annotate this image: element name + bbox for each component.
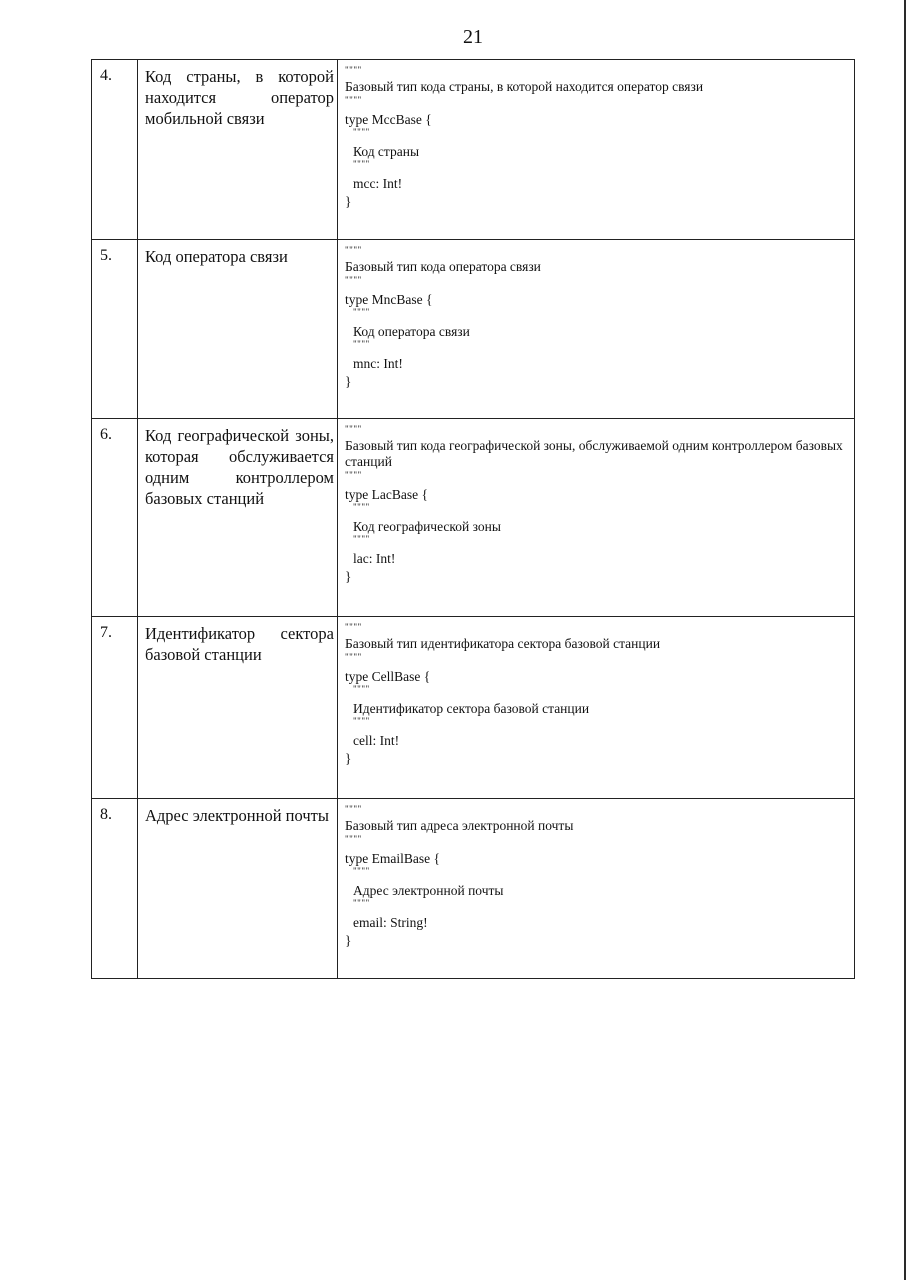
docstring-quote: """"	[345, 275, 362, 285]
field-definition: email: String!	[353, 915, 428, 930]
row-name-cell	[138, 60, 338, 240]
row-number: 5.	[92, 240, 138, 419]
docstring-quote: """"	[345, 470, 362, 480]
type-description: Базовый тип адреса электронной почты	[345, 818, 574, 833]
type-description: Базовый тип кода оператора связи	[345, 259, 541, 274]
docstring-quote: """"	[353, 898, 370, 908]
docstring-quote: """"	[353, 716, 370, 726]
closing-brace: }	[345, 569, 352, 584]
page-number: 21	[463, 26, 483, 48]
field-description: Адрес электронной почты	[353, 883, 504, 898]
table-row	[92, 240, 855, 419]
table-row	[92, 60, 855, 240]
type-declaration: type LacBase {	[345, 487, 428, 502]
docstring-quote: """"	[345, 424, 362, 434]
field-definition: mcc: Int!	[353, 176, 403, 191]
docstring-quote: """"	[345, 834, 362, 844]
row-name-cell	[138, 419, 338, 617]
row-number: 7.	[92, 617, 138, 799]
type-declaration: type MncBase {	[345, 292, 433, 307]
docstring-quote: """"	[353, 127, 370, 137]
docstring-quote: """"	[353, 339, 370, 349]
type-declaration: type CellBase {	[345, 669, 431, 684]
row-number: 4.	[92, 60, 138, 240]
field-definition: mnc: Int!	[353, 356, 403, 371]
docstring-quote: """"	[353, 502, 370, 512]
row-number: 6.	[92, 419, 138, 617]
docstring-quote: """"	[353, 534, 370, 544]
table-row	[92, 617, 855, 799]
code-block	[338, 60, 855, 240]
type-declaration: type MccBase {	[345, 112, 432, 127]
code-block	[338, 240, 855, 419]
table-row	[92, 419, 855, 617]
type-declaration: type EmailBase {	[345, 851, 440, 866]
docstring-quote: """"	[345, 65, 362, 75]
row-name: Код оператора связи	[145, 247, 288, 266]
table-row	[92, 799, 855, 979]
row-name-cell	[138, 617, 338, 799]
docstring-quote: """"	[345, 622, 362, 632]
docstring-quote: """"	[345, 652, 362, 662]
type-description: Базовый тип идентификатора сектора базовой станции	[345, 636, 661, 651]
row-name: Адрес электронной почты	[145, 806, 329, 825]
field-definition: lac: Int!	[353, 551, 396, 566]
type-description: Базовый тип кода географической зоны, обслуживаемой одним контроллером базовых станций	[345, 438, 847, 469]
docstring-quote: """"	[353, 307, 370, 317]
code-block	[338, 419, 855, 617]
field-description: Код географической зоны	[353, 519, 501, 534]
row-name-cell	[138, 240, 338, 419]
docstring-quote: """"	[353, 866, 370, 876]
field-description: Код оператора связи	[353, 324, 470, 339]
row-number: 8.	[92, 799, 138, 979]
code-block	[338, 617, 855, 799]
row-name: Код географической зоны, которая обслуживается одним контроллером базовых станций	[145, 426, 334, 508]
field-definition: cell: Int!	[353, 733, 400, 748]
closing-brace: }	[345, 194, 352, 209]
closing-brace: }	[345, 933, 352, 948]
row-name: Код страны, в которой находится оператор мобильной связи	[145, 67, 334, 128]
docstring-quote: """"	[353, 684, 370, 694]
docstring-quote: """"	[353, 159, 370, 169]
closing-brace: }	[345, 751, 352, 766]
closing-brace: }	[345, 374, 352, 389]
docstring-quote: """"	[345, 95, 362, 105]
row-name: Идентификатор сектора базовой станции	[145, 624, 334, 664]
type-spec-table	[91, 59, 855, 979]
field-description: Код страны	[353, 144, 420, 159]
row-name-cell	[138, 799, 338, 979]
type-description: Базовый тип кода страны, в которой находится оператор связи	[345, 79, 704, 94]
code-block	[338, 799, 855, 979]
docstring-quote: """"	[345, 804, 362, 814]
field-description: Идентификатор сектора базовой станции	[353, 701, 590, 716]
docstring-quote: """"	[345, 245, 362, 255]
